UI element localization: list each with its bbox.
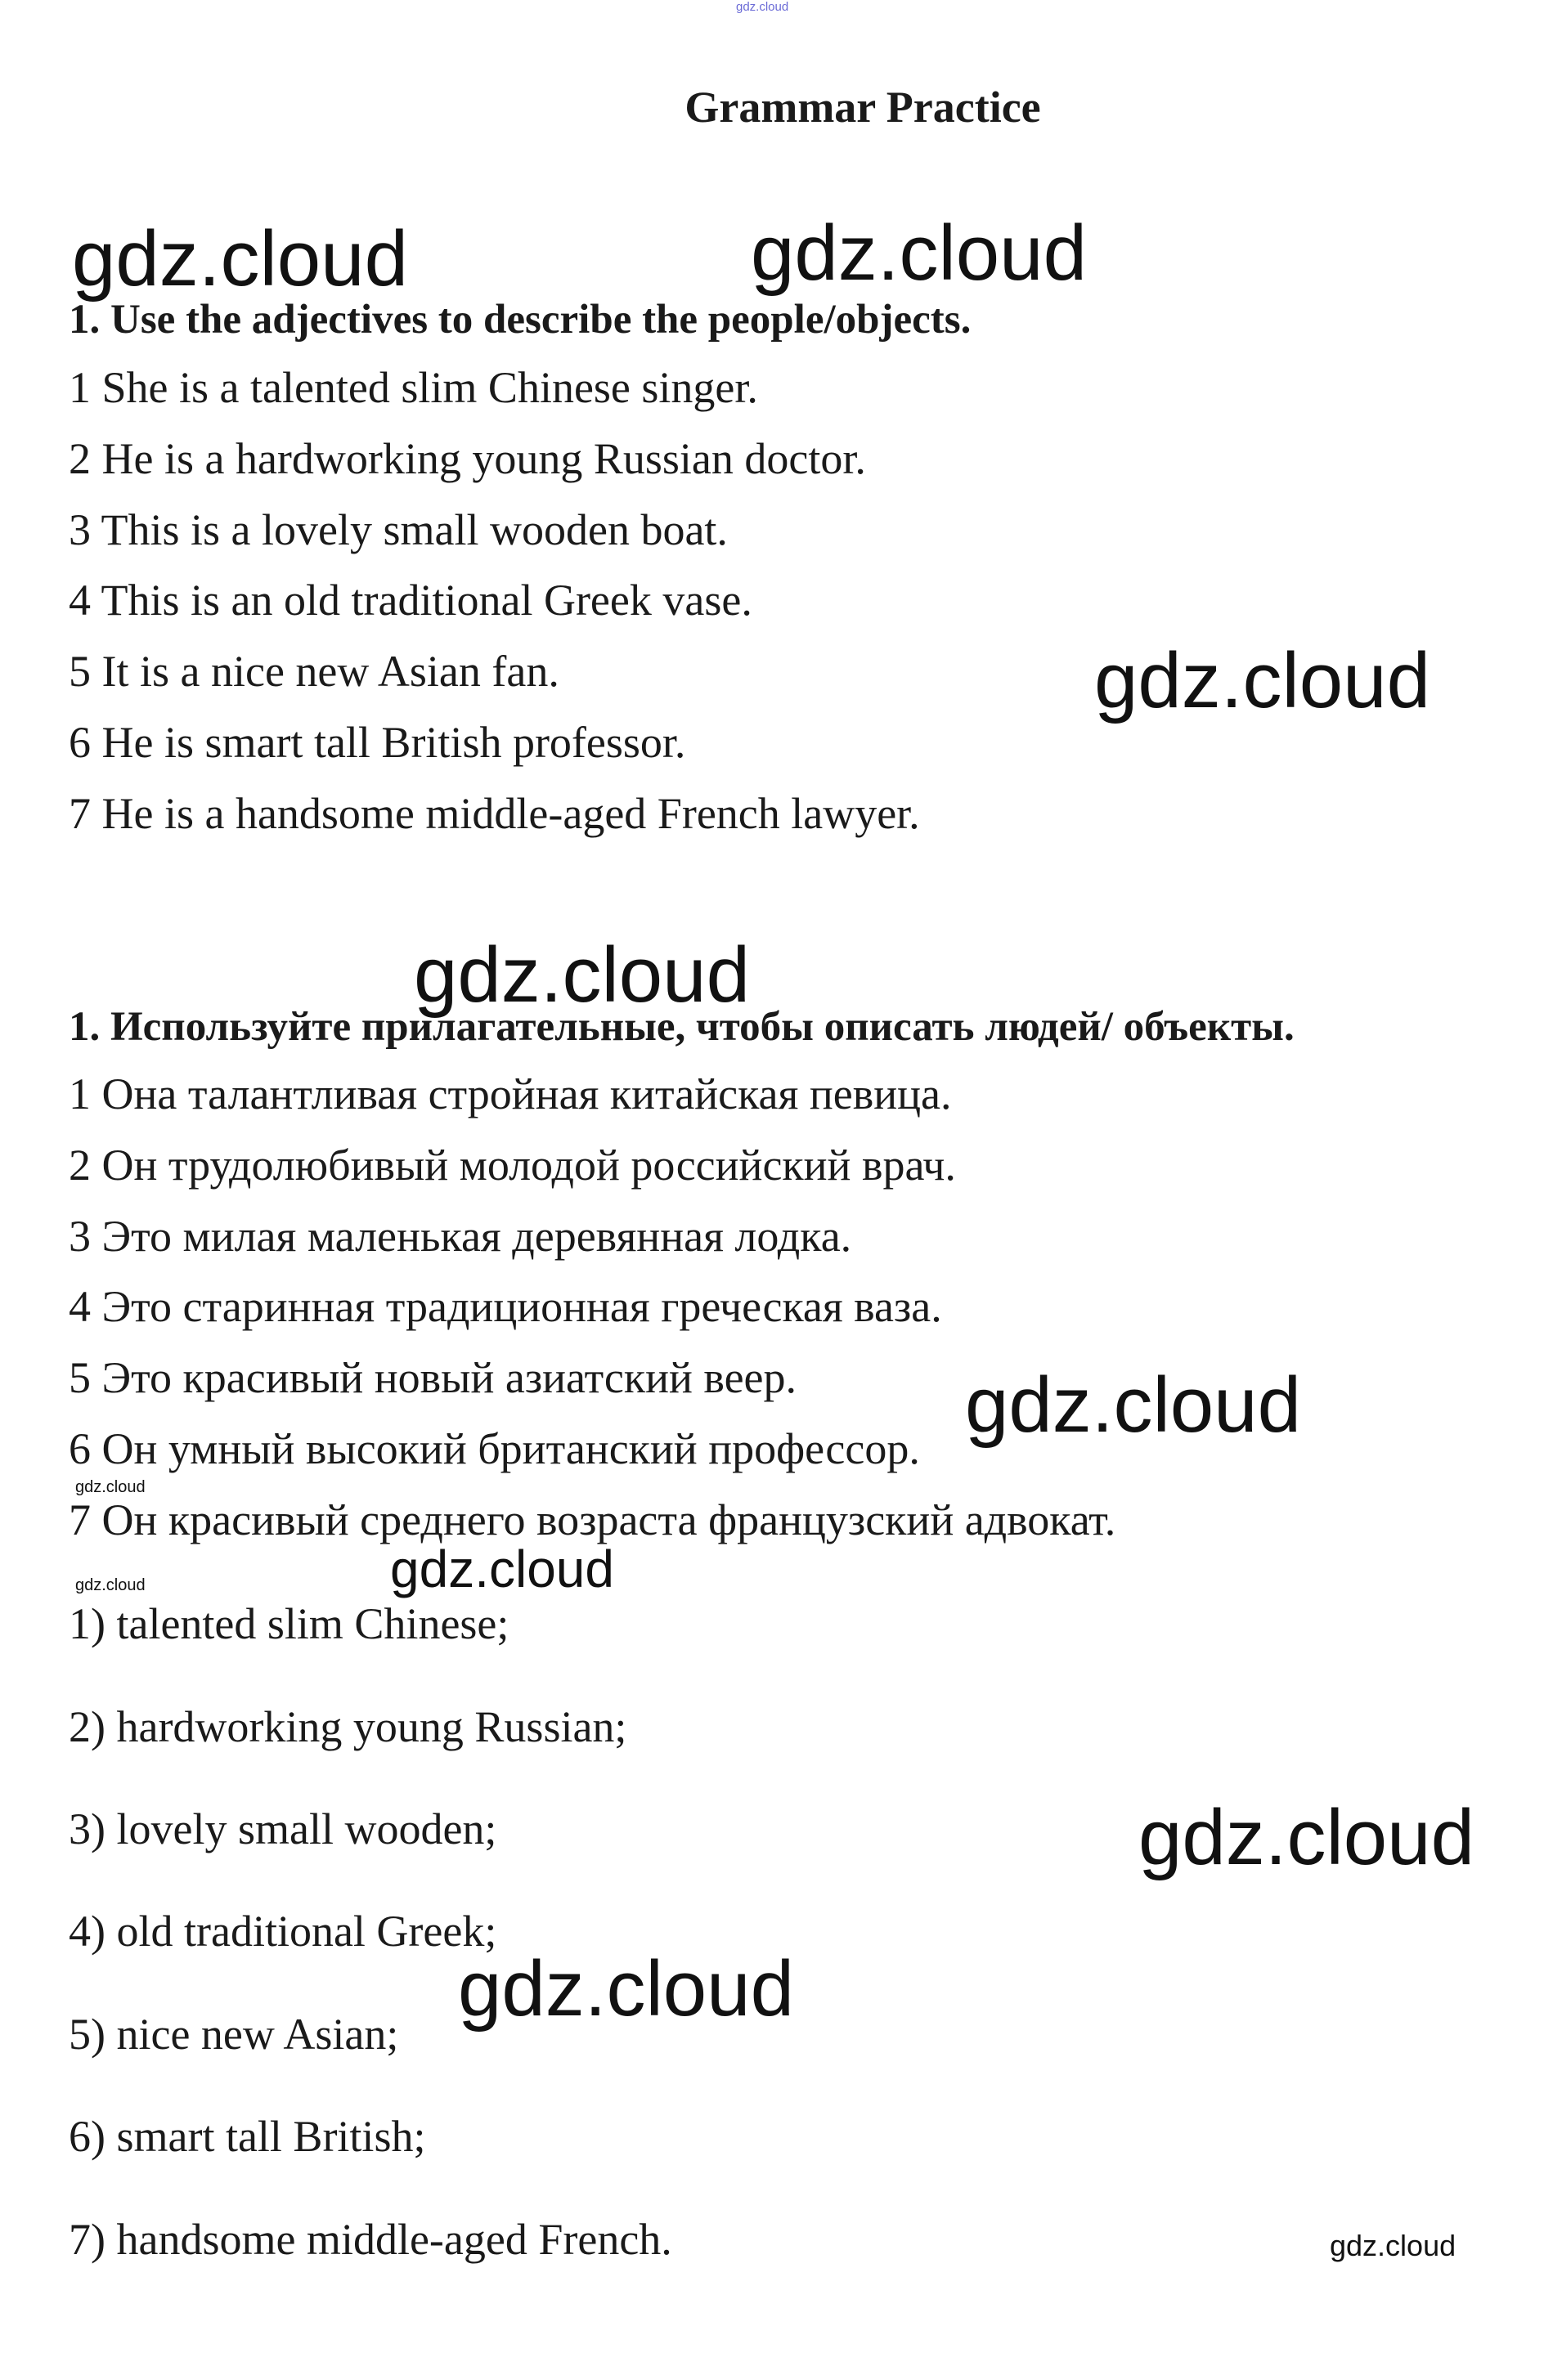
watermark-top: gdz.cloud (736, 0, 789, 14)
page-title: Grammar Practice (684, 83, 1041, 132)
russian-line: 5 Это красивый новый азиатский веер. (69, 1353, 797, 1402)
english-line: 3 This is a lovely small wooden boat. (69, 505, 728, 554)
russian-line: 4 Это старинная традиционная греческая ваза. (69, 1282, 942, 1331)
watermark-small: gdz.cloud (75, 1478, 146, 1496)
english-line: 6 He is smart tall British professor. (69, 718, 686, 767)
answer-line: 5) nice new Asian; (69, 2010, 399, 2059)
watermark: gdz.cloud (751, 209, 1087, 297)
watermark: gdz.cloud (414, 931, 750, 1019)
watermark: gdz.cloud (72, 215, 408, 303)
russian-line: 3 Это милая маленькая деревянная лодка. (69, 1212, 852, 1261)
russian-heading: 1. Используйте прилагательные, чтобы описать людей/ объекты. (69, 1004, 1295, 1050)
english-heading: 1. Use the adjectives to describe the people/objects. (69, 297, 972, 343)
russian-line: 6 Он умный высокий британский профессор. (69, 1424, 920, 1473)
watermark: gdz.cloud (1094, 637, 1430, 724)
watermark-small: gdz.cloud (75, 1576, 146, 1594)
answer-line: 6) smart tall British; (69, 2112, 426, 2161)
english-line: 2 He is a hardworking young Russian doctor. (69, 434, 866, 483)
russian-line: 2 Он трудолюбивый молодой российский врач. (69, 1141, 956, 1190)
watermark: gdz.cloud (458, 1945, 794, 2033)
answer-line: 1) talented slim Chinese; (69, 1599, 509, 1648)
answer-line: 4) old traditional Greek; (69, 1907, 497, 1956)
watermark: gdz.cloud (965, 1361, 1301, 1449)
answer-line: 2) hardworking young Russian; (69, 1702, 627, 1751)
english-line: 7 He is a handsome middle-aged French lawyer. (69, 789, 920, 838)
russian-line: 1 Она талантливая стройная китайская певица. (69, 1069, 952, 1118)
answer-line: 3) lovely small wooden; (69, 1804, 497, 1853)
answer-line: 7) handsome middle-aged French. (69, 2215, 672, 2264)
watermark: gdz.cloud (1138, 1794, 1474, 1881)
english-line: 5 It is a nice new Asian fan. (69, 647, 559, 696)
watermark-small: gdz.cloud (1330, 2229, 1456, 2262)
russian-line: 7 Он красивый среднего возраста французский адвокат. (69, 1495, 1116, 1544)
watermark: gdz.cloud (390, 1540, 614, 1598)
english-line: 4 This is an old traditional Greek vase. (69, 576, 752, 625)
english-line: 1 She is a talented slim Chinese singer. (69, 363, 758, 412)
